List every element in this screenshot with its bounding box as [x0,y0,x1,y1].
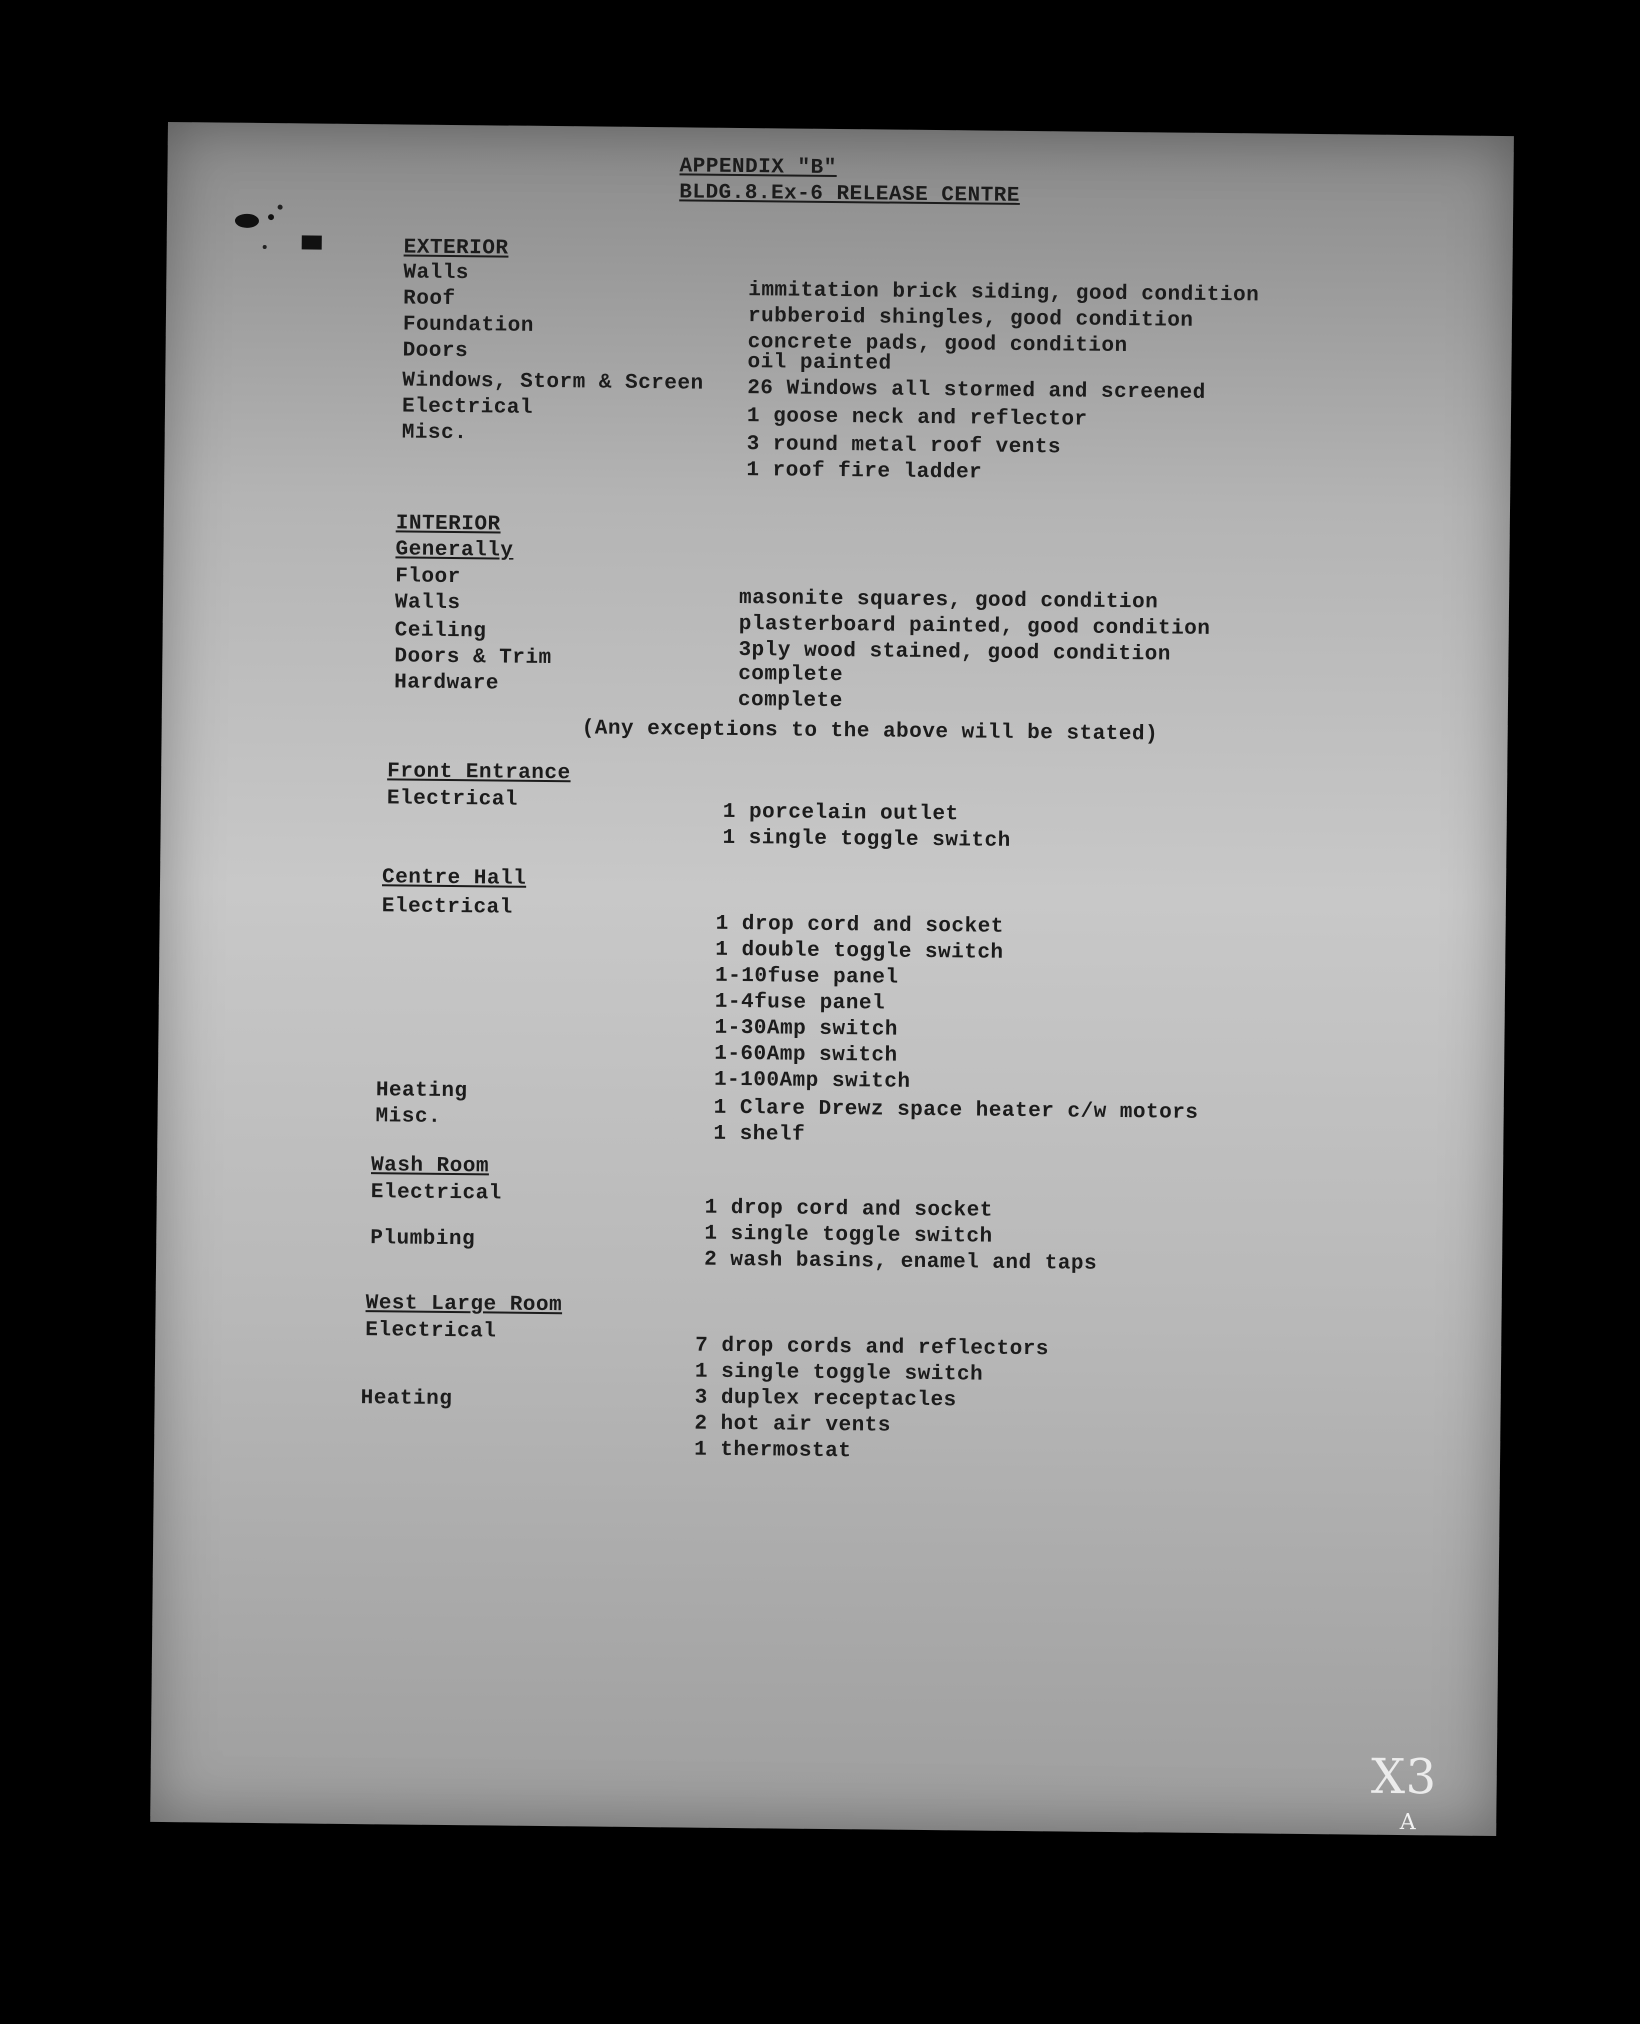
exterior-label-doors: Doors [402,339,469,364]
interior-label-hardware: Hardware [394,671,500,696]
interior-heading: INTERIOR [395,512,501,537]
centre-hall-item: 1-10fuse panel [714,964,899,990]
exterior-value-roof: rubberoid shingles, good condition [747,305,1194,333]
exterior-value-misc: 3 round metal roof vents [746,433,1062,460]
interior-subheading: Generally [395,538,514,563]
front-entrance-heading: Front Entrance [387,760,571,786]
interior-label-walls: Walls [394,591,461,616]
wash-room-heading: Wash Room [370,1154,490,1179]
west-large-room-item: 3 duplex receptacles [694,1386,957,1413]
document-page [150,122,1514,1836]
west-large-room-item: 1 thermostat [694,1438,852,1464]
front-entrance-item: 1 porcelain outlet [722,800,959,827]
appendix-title: APPENDIX "B" [679,155,837,181]
centre-hall-item: 1 double toggle switch [715,938,1004,965]
exterior-value-foundation: concrete pads, good condition [747,331,1128,359]
interior-value-hardware: complete [737,689,843,714]
handwritten-page-mark: X3 [1370,1748,1438,1806]
centre-hall-item: 1-30Amp switch [714,1016,899,1042]
wash-room-item: 1 single toggle switch [704,1222,993,1249]
centre-hall-item: 1-100Amp switch [713,1068,911,1094]
exterior-label-windows: Windows, Storm & Screen [402,369,704,396]
west-large-room-heating-label: Heating [360,1387,453,1412]
exterior-value-windows: 26 Windows all stormed and screened [747,377,1206,405]
west-large-room-heading: West Large Room [365,1292,563,1318]
wash-room-plumbing-item: 2 wash basins, enamel and taps [703,1248,1098,1276]
wash-room-item: 1 drop cord and socket [704,1196,994,1223]
centre-hall-item: 1-60Amp switch [714,1042,898,1068]
handwritten-corner-mark: A [1399,1809,1417,1836]
centre-hall-misc-label: Misc. [375,1105,442,1129]
interior-label-ceiling: Ceiling [394,619,487,644]
centre-hall-item: 1 drop cord and socket [715,912,1004,939]
west-large-room-electrical-label: Electrical [365,1319,497,1344]
interior-label-floor: Floor [395,565,461,590]
building-title: BLDG.8.Ex-6 RELEASE CENTRE [679,181,1021,208]
document-content [150,122,1514,1836]
exterior-value-doors: oil painted [747,351,892,376]
interior-note: (Any exceptions to the above will be stated) [581,717,1159,747]
centre-hall-shelf: 1 shelf [713,1122,806,1147]
exterior-value-ladder: 1 roof fire ladder [746,459,983,485]
centre-hall-heating-label: Heating [375,1079,468,1104]
exterior-label-roof: Roof [403,287,456,312]
exterior-value-walls: immitation brick siding, good condition [748,279,1260,308]
west-large-room-item: 1 single toggle switch [694,1360,984,1387]
front-entrance-electrical-label: Electrical [386,787,519,812]
interior-value-ceiling: 3ply wood stained, good condition [738,639,1171,667]
centre-hall-heading: Centre Hall [381,866,527,891]
exterior-value-electrical: 1 goose neck and reflector [746,405,1088,432]
centre-hall-item: 1-4fuse panel [714,990,886,1016]
exterior-label-misc: Misc. [401,421,468,446]
centre-hall-electrical-label: Electrical [381,895,513,920]
centre-hall-heater: 1 Clare Drewz space heater c/w motors [713,1096,1199,1125]
interior-value-walls: plasterboard painted, good condition [738,613,1211,641]
exterior-heading: EXTERIOR [403,236,509,261]
front-entrance-item: 1 single toggle switch [722,826,1011,853]
exterior-label-walls: Walls [403,261,470,286]
wash-room-plumbing-label: Plumbing [370,1227,476,1252]
exterior-label-foundation: Foundation [402,313,535,338]
interior-value-floor: masonite squares, good condition [738,587,1159,615]
interior-value-doors-trim: complete [738,663,844,688]
west-large-room-item: 7 drop cords and reflectors [695,1334,1050,1362]
exterior-label-electrical: Electrical [401,395,534,420]
wash-room-electrical-label: Electrical [370,1181,502,1206]
interior-label-doors-trim: Doors & Trim [394,645,552,671]
west-large-room-item: 2 hot air vents [694,1412,892,1438]
